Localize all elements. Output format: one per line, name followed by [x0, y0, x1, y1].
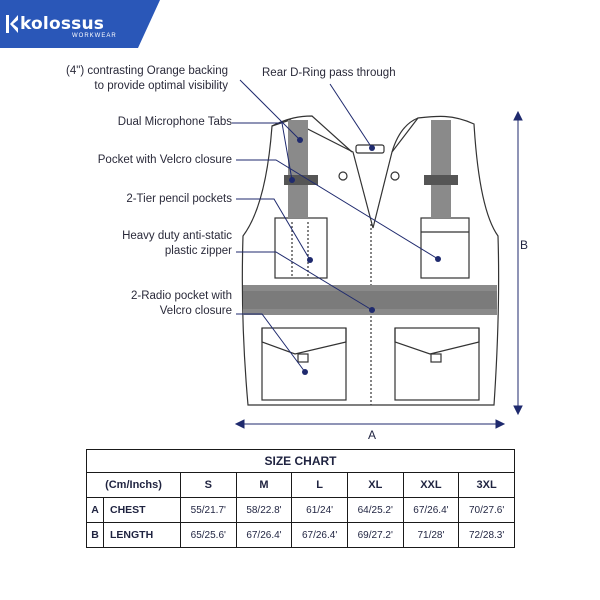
callout-mic-tabs: Dual Microphone Tabs — [117, 116, 232, 128]
table-cell: 71/28' — [403, 523, 459, 548]
table-cell: 67/26.4' — [292, 523, 348, 548]
brand-name: kolossus — [20, 14, 105, 34]
row-label: LENGTH — [104, 523, 181, 548]
size-chart-header-row — [87, 473, 515, 498]
unit-label: (Cm/Inchs) — [87, 473, 181, 498]
callout-radio-pocket — [131, 289, 232, 319]
callout-radio-pocket-line1: 2-Radio pocket with — [131, 290, 232, 302]
table-cell: 58/22.8' — [236, 498, 292, 523]
pointer-mic-tabs — [232, 123, 292, 180]
callout-zipper — [122, 229, 232, 259]
callout-zipper-line1: Heavy duty anti-static — [122, 230, 232, 242]
callout-orange-backing-line2: to provide optimal visibility — [94, 80, 228, 92]
vertical-stripe-right — [431, 120, 451, 218]
size-header: XL — [347, 473, 403, 498]
size-chart-table — [86, 449, 515, 548]
table-cell: 67/26.4' — [403, 498, 459, 523]
table-cell: 69/27.2' — [347, 523, 403, 548]
table-cell: 72/28.3' — [459, 523, 515, 548]
table-cell: 67/26.4' — [236, 523, 292, 548]
dimension-b-label: B — [520, 238, 529, 252]
dimension-a-label: A — [368, 428, 377, 442]
table-cell: 64/25.2' — [347, 498, 403, 523]
table-cell: 65/25.6' — [180, 523, 236, 548]
pointer-radio-pocket — [236, 314, 305, 372]
table-row — [87, 523, 515, 548]
size-chart-title: SIZE CHART — [87, 450, 515, 473]
row-key: B — [87, 523, 104, 548]
callout-velcro-pocket: Pocket with Velcro closure — [97, 154, 232, 166]
pointer-orange-backing — [240, 80, 300, 140]
brand-tagline: WORKWEAR — [72, 33, 117, 39]
callout-d-ring: Rear D-Ring pass through — [262, 67, 396, 79]
size-header: S — [180, 473, 236, 498]
velcro-chest-pocket — [421, 218, 469, 278]
size-header: XXL — [403, 473, 459, 498]
callout-pencil-pockets: 2-Tier pencil pockets — [126, 193, 232, 205]
table-cell: 61/24' — [292, 498, 348, 523]
size-header: L — [292, 473, 348, 498]
callout-orange-backing — [66, 64, 228, 94]
size-header: M — [236, 473, 292, 498]
table-row — [87, 498, 515, 523]
mic-tab-right — [424, 175, 458, 185]
table-cell: 55/21.7' — [180, 498, 236, 523]
radio-pocket-right — [395, 328, 479, 400]
pencil-pocket — [275, 218, 327, 278]
size-header: 3XL — [459, 473, 515, 498]
callout-radio-pocket-line2: Velcro closure — [159, 305, 232, 317]
radio-pocket-left — [262, 328, 346, 400]
row-label: CHEST — [104, 498, 181, 523]
callout-orange-backing-line1: (4") contrasting Orange backing — [66, 65, 228, 77]
row-key: A — [87, 498, 104, 523]
table-cell: 70/27.6' — [459, 498, 515, 523]
callout-zipper-line2: plastic zipper — [164, 245, 232, 257]
